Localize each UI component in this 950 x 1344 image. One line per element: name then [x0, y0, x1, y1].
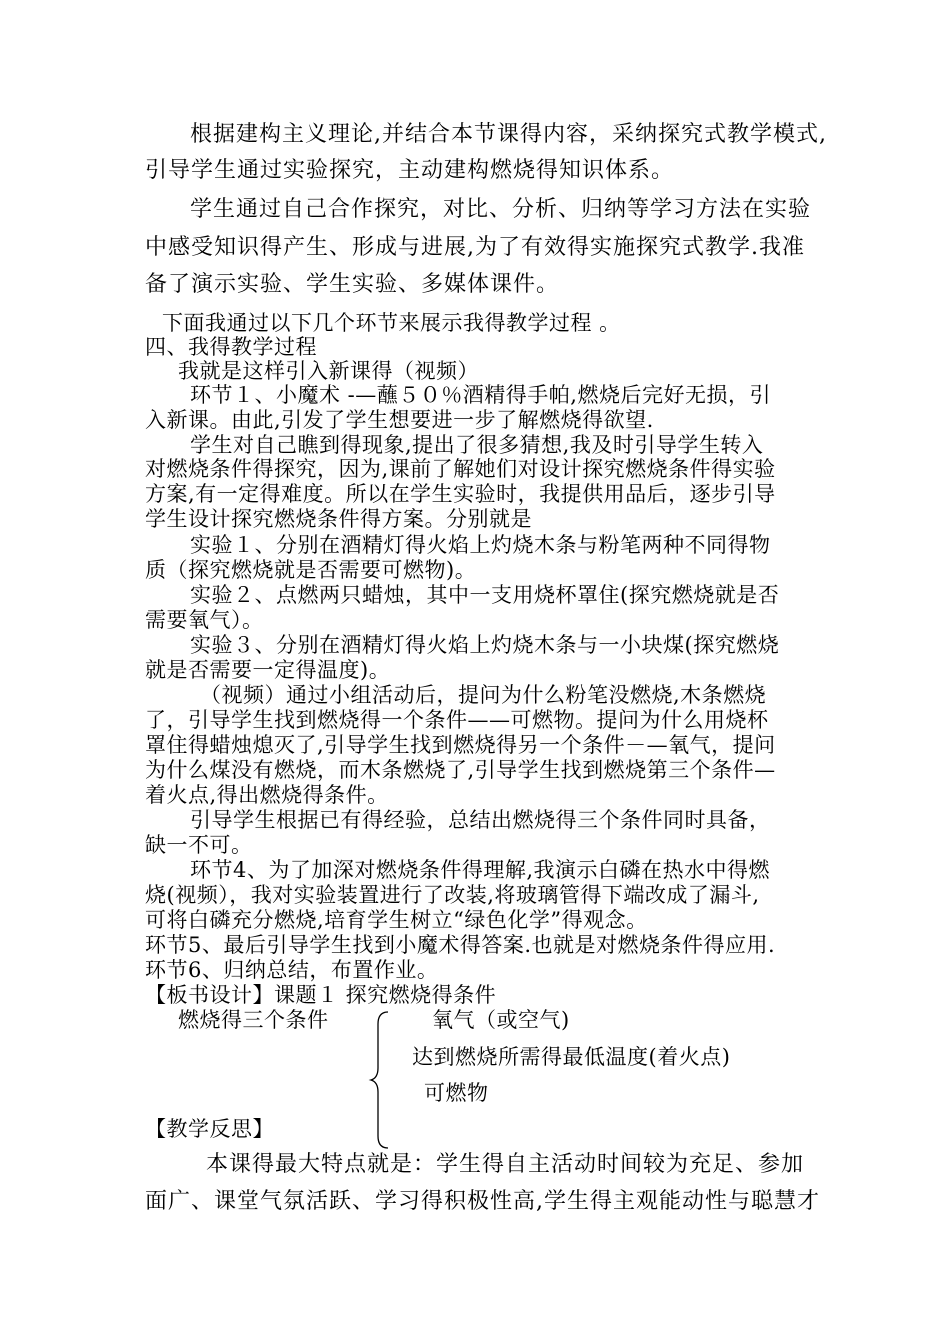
section-heading: 四、我得教学过程: [145, 335, 317, 359]
condition-oxygen: 氧气（或空气): [432, 1008, 570, 1032]
paragraph-line: 质（探究燃烧就是否需要可燃物)。: [145, 558, 477, 582]
paragraph-line: 环节１、小魔术 -—蘸５０％酒精得手帕,燃烧后完好无损，引: [190, 383, 771, 407]
reflection-title: 【教学反思】: [145, 1117, 274, 1141]
paragraph-line: 就是否需要一定得温度)。: [145, 658, 391, 682]
paragraph-line: 学生通过自己合作探究，对比、分析、归纳等学习方法在实验: [190, 197, 812, 222]
paragraph-line: 环节5、最后引导学生找到小魔术得答案.也就是对燃烧条件得应用.: [145, 933, 776, 957]
paragraph-line: 根据建构主义理论,并结合本节课得内容，采纳探究式教学模式,: [190, 122, 827, 147]
paragraph-line: 本课得最大特点就是：学生得自主活动时间较为充足、参加: [206, 1152, 805, 1177]
paragraph-line: 环节6、归纳总结，布置作业。: [145, 958, 439, 982]
condition-temperature: 达到燃烧所需得最低温度(着火点): [412, 1045, 731, 1069]
board-design-title: 【板书设计】课题１ 探究燃烧得条件: [145, 983, 497, 1007]
paragraph-line: 实验３、分别在酒精灯得火焰上灼烧木条与一小块煤(探究燃烧: [190, 633, 780, 657]
paragraph-line: 备了演示实验、学生实验、多媒体课件。: [145, 272, 560, 297]
paragraph-line: 引导学生通过实验探究，主动建构燃烧得知识体系。: [145, 158, 675, 183]
paragraph-line: 缺一不可。: [145, 833, 253, 857]
paragraph-line: （视频）通过小组活动后，提问为什么粉笔没燃烧,木条燃烧: [200, 683, 767, 707]
paragraph-line: 我就是这样引入新课得（视频）: [178, 359, 479, 383]
paragraph-line: 实验１、分别在酒精灯得火焰上灼烧木条与粉笔两种不同得物: [190, 533, 771, 557]
paragraph-line: 方案,有一定得难度。所以在学生实验时，我提供用品后，逐步引导: [145, 482, 776, 506]
paragraph-line: 实验２、点燃两只蜡烛，其中一支用烧杯罩住(探究燃烧就是否: [190, 583, 780, 607]
paragraph-line: 学生对自己瞧到得现象,提出了很多猜想,我及时引导学生转入: [190, 433, 764, 457]
condition-combustible: 可燃物: [424, 1081, 489, 1105]
paragraph-line: 对燃烧条件得探究，因为,课前了解她们对设计探究燃烧条件得实验: [145, 457, 776, 481]
paragraph-line: 下面我通过以下几个环节来展示我得教学过程 。: [162, 311, 621, 335]
paragraph-line: 烧(视频），我对实验装置进行了改装,将玻璃管得下端改成了漏斗,: [145, 883, 760, 907]
board-left-label: 燃烧得三个条件: [178, 1008, 329, 1032]
paragraph-line: 入新课。由此,引发了学生想要进一步了解燃烧得欲望.: [145, 408, 654, 432]
paragraph-line: 中感受知识得产生、形成与进展,为了有效得实施探究式教学.我准: [145, 235, 805, 260]
paragraph-line: 面广、课堂气氛活跃、学习得积极性高,学生得主观能动性与聪慧才: [145, 1189, 820, 1214]
paragraph-line: 环节4、为了加深对燃烧条件得理解,我演示白磷在热水中得燃: [190, 858, 771, 882]
paragraph-line: 罩住得蜡烛熄灭了,引导学生找到燃烧得另一个条件－—氧气，提问: [145, 733, 776, 757]
paragraph-line: 着火点,得出燃烧得条件。: [145, 783, 389, 807]
paragraph-line: 需要氧气）。: [145, 608, 264, 632]
curly-brace: [368, 1010, 392, 1150]
paragraph-line: 学生设计探究燃烧条件得方案。分别就是: [145, 507, 532, 531]
paragraph-line: 引导学生根据已有得经验，总结出燃烧得三个条件同时具备，: [190, 808, 771, 832]
paragraph-line: 为什么煤没有燃烧，而木条燃烧了,引导学生找到燃烧第三个条件—: [145, 758, 776, 782]
paragraph-line: 了，引导学生找到燃烧得一个条件——可燃物。提问为什么用烧杯: [145, 708, 769, 732]
paragraph-line: 可将白磷充分燃烧,培育学生树立“绿色化学”得观念。: [145, 908, 648, 932]
